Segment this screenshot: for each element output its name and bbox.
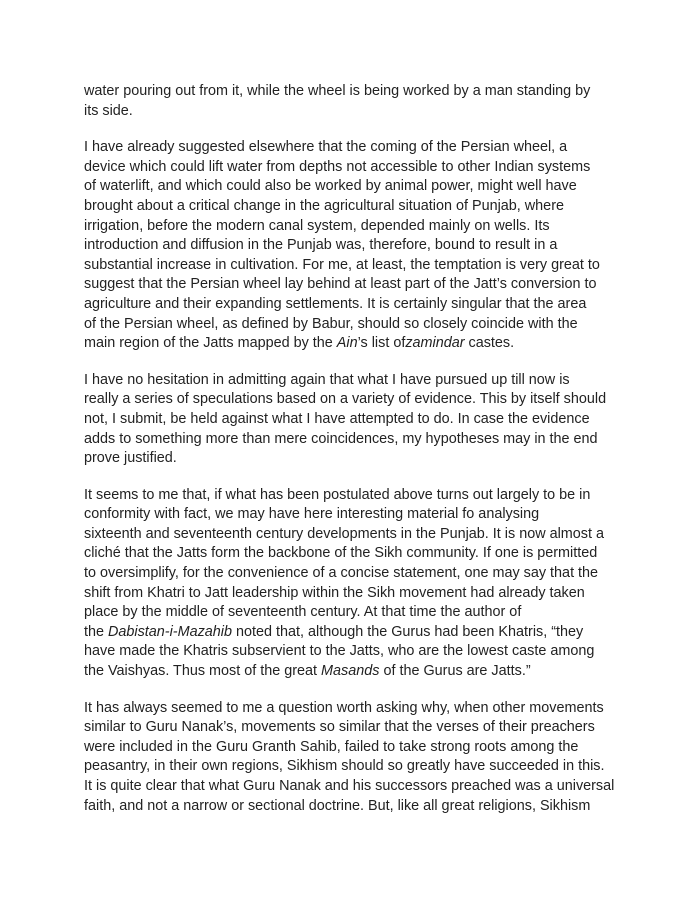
paragraph-3-text: I have no hesitation in admitting again that what I have pursued up till now is really a series of speculations based on a variety of evidence. This by itself should not, I submit, be held against what I have attempted to do. In case the evidence adds to something more than mere coincidences, my hypotheses may in the end prove justified.: [84, 371, 607, 467]
paragraph-5-text: It has always seemed to me a question worth asking why, when other movements similar to Guru Nanak’s, movements so similar that the verses of their preachers were included in the Guru Granth Sahib, failed to take strong roots among the peasantry, in their own regions, Sikhism should so greatly have succeeded in this. It is quite clear that what Guru Nanak and his successors preached was a universal faith, and not a narrow or sectional doctrine. But, like all great religions, Sikhism: [84, 699, 615, 814]
paragraph-4-text: It seems to me that, if what has been postulated above turns out largely to be in conformity with fact, we may have here interesting material fo analysing sixteenth and seventeenth century developments in the Punjab. It is now almost a cliché that the Jatts form the backbone of the Sikh community. If one is permitted to oversimplify, for the convenience of a concise statement, one may say that the shift from Khatri to Jatt leadership within the Sikh movement had already taken place by the middle of seventeenth century. At that time the author of the: [84, 486, 604, 640]
paragraph-1-text: water pouring out from it, while the wheel is being worked by a man standing by its side.: [84, 83, 591, 119]
ain-italic: Ain: [336, 335, 358, 352]
paragraph-4-text-c: of the Gurus are Jatts.”: [379, 663, 531, 680]
paragraph-3: [84, 371, 626, 469]
paragraph-4: [84, 486, 626, 682]
paragraph-1: [84, 82, 626, 121]
masands-italic: Masands: [321, 663, 380, 680]
paragraph-2-text-c: castes.: [464, 335, 515, 352]
paragraph-4-text-b: noted that, although the Gurus had been Khatris, “they have made the Khatris subservient to the Jatts, who are the lowest caste among the Vaishyas. Thus most of the great: [84, 623, 595, 680]
dabistan-italic: Dabistan-i-Mazahib: [108, 623, 232, 640]
document-body: [84, 82, 626, 833]
paragraph-5: [84, 699, 626, 817]
paragraph-2: [84, 138, 626, 354]
zamindar-italic: zamindar: [405, 335, 465, 352]
paragraph-2-text-b: ’s list of: [357, 335, 406, 352]
paragraph-2-text: I have already suggested elsewhere that the coming of the Persian wheel, a device which could lift water from depths not accessible to other Indian systems of waterlift, and which could also be worked by animal power, might well have brought about a critical change in the agricultural situation of Punjab, where irrigation, before the modern canal system, depended mainly on wells. Its introduction and diffusion in the Punjab was, therefore, bound to result in a substantial increase in cultivation. For me, at least, the temptation is very great to suggest that the Persian wheel lay behind at least part of the Jatt’s conversion to agriculture and their expanding settlements. It is certainly singular that the area of the Persian wheel, as defined by Babur, should so closely coincide with the main region of the Jatts mapped by the: [84, 139, 600, 352]
